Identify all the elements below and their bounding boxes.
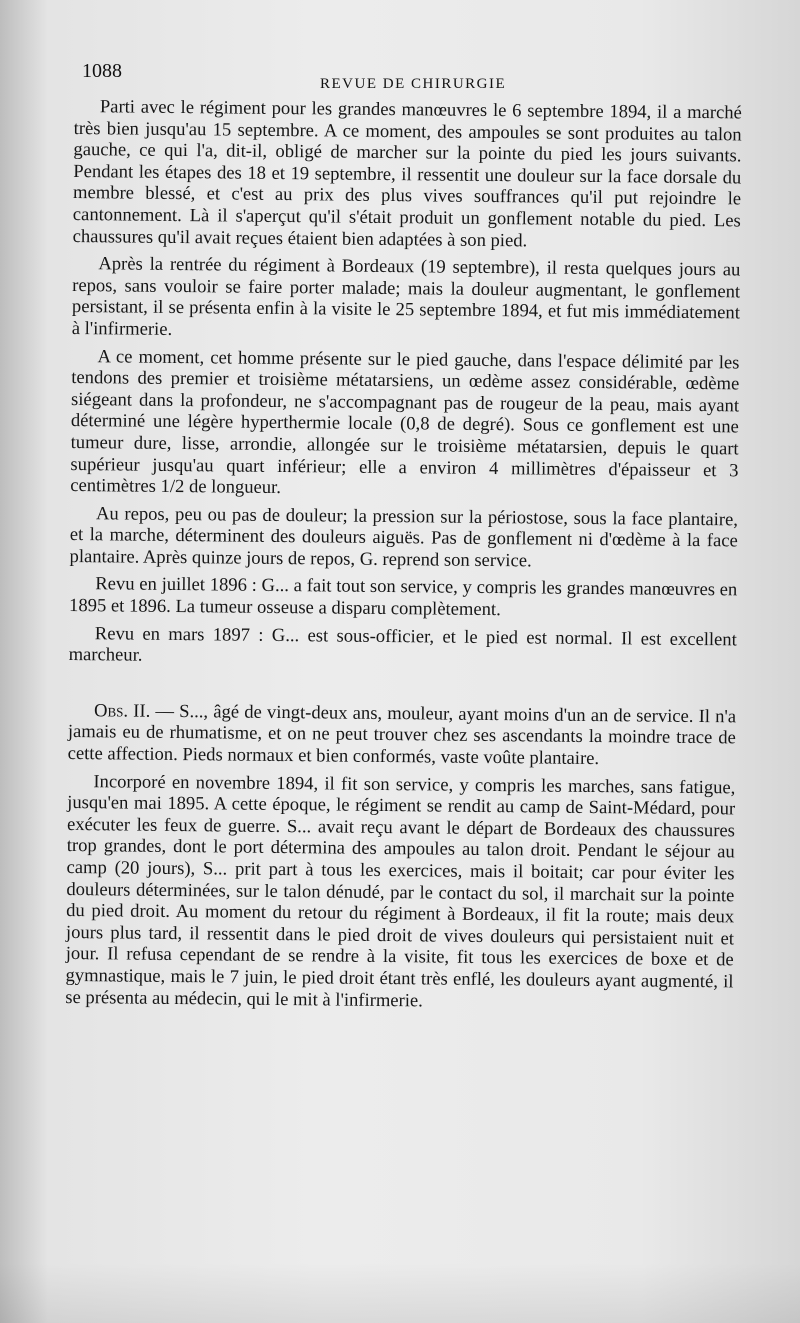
running-head: REVUE DE CHIRURGIE: [320, 76, 507, 92]
observation-label: Obs. II.: [94, 700, 151, 722]
paragraph-8: Incorporé en novembre 1894, il fit son service, y compris les marches, sans fatigue, jusqu'en mai 1895. A cette époque, le régiment se rendit au camp de Saint-Médard, pour exécuter les feux de guerre. S... avait reçu avant le départ de Bordeaux des chaussures trop grandes, dont le port détermina des ampoules au talon droit. Pendant le séjour au camp (20 jours), S... prit part à tous les exercices, mais il boitait; car pour éviter les douleurs déterminées, sur le talon dénudé, par le contact du sol, il marchait sur la pointe du pied droit. Au moment du retour du régiment à Bordeaux, il fit la route; mais deux jours plus tard, il ressentit dans le pied droit de vives douleurs qui persistaient nuit et jour. Il refusa cependant de se rendre à la visite, fit tous les exercices de boxe et de gymnastique, mais le 7 juin, le pied droit étant très enflé, les douleurs ayant augmenté, il se présenta au médecin, qui le mit à l'infirmerie.: [65, 770, 736, 1011]
page-number: 1088: [82, 60, 122, 82]
body-text: [65, 96, 742, 1021]
observation-text: — S..., âgé de vingt-deux ans, mouleur, ayant moins d'un an de service. Il n'a jamais eu de rhumatisme, et on ne peut trouver chez ses ascendants la moindre trace de cette affection. Pieds normaux et bien conformés, vaste voûte plantaire.: [67, 700, 737, 770]
observation-paragraph: [68, 700, 737, 771]
paragraph-2: Après la rentrée du régiment à Bordeaux (19 septembre), il resta quelques jours au repos, sans vouloir se faire porter malade; mais la douleur augmentant, le gonflement persistant, il se présenta enfin à la visite le 25 septembre 1894, et fut mis immédiatement à l'infirmerie.: [71, 253, 741, 340]
paragraph-1: Parti avec le régiment pour les grandes manœuvres le 6 septembre 1894, il a marché très bien jusqu'au 15 septembre. A ce moment, des ampoules se sont produites au talon gauche, ce qui l'a, dit-il, obligé de marcher sur la pointe du pied les jours suivants. Pendant les étapes des 18 et 19 septembre, il ressentit une douleur sur la face dorsale du membre blessé, et c'est au prix des plus vives souffrances qu'il put rejoindre le cantonnement. Là il s'aperçut qu'il s'était produit un gonflement notable du pied. Les chaussures qu'il avait reçues étaient bien adaptées à son pied.: [72, 96, 742, 251]
paragraph-5: Revu en juillet 1896 : G... a fait tout son service, y compris les grandes manœuvres en 1895 et 1896. La tumeur osseuse a disparu complètement.: [69, 573, 738, 621]
page-header: [80, 60, 740, 90]
paragraph-3: A ce moment, cet homme présente sur le pied gauche, dans l'espace délimité par les tendons des premier et troisième métatarsiens, un œdème assez considérable, œdème siégeant dans la profondeur, ne s'accompagnant pas de rougeur de la peau, mais ayant déterminé une légère hyperthermie locale (0,8 de degré). Sous ce gonflement est une tumeur dure, lisse, arrondie, allongée sur le troisième métatarsien, depuis le quart supérieur jusqu'au quart inférieur; elle a environ 4 millimètres d'épaisseur et 3 centimètres 1/2 de longueur.: [70, 345, 740, 499]
paragraph-6: Revu en mars 1897 : G... est sous-officier, et le pied est normal. Il est excellent marcheur.: [68, 622, 737, 666]
paragraph-4: Au repos, peu ou pas de douleur; la pression sur la périostose, sous la face plantaire, et la marche, déterminent des douleurs aiguës. Pas de gonflement ni d'œdème à la face plantaire. Après quinze jours de repos, G. reprend son service.: [69, 502, 739, 572]
